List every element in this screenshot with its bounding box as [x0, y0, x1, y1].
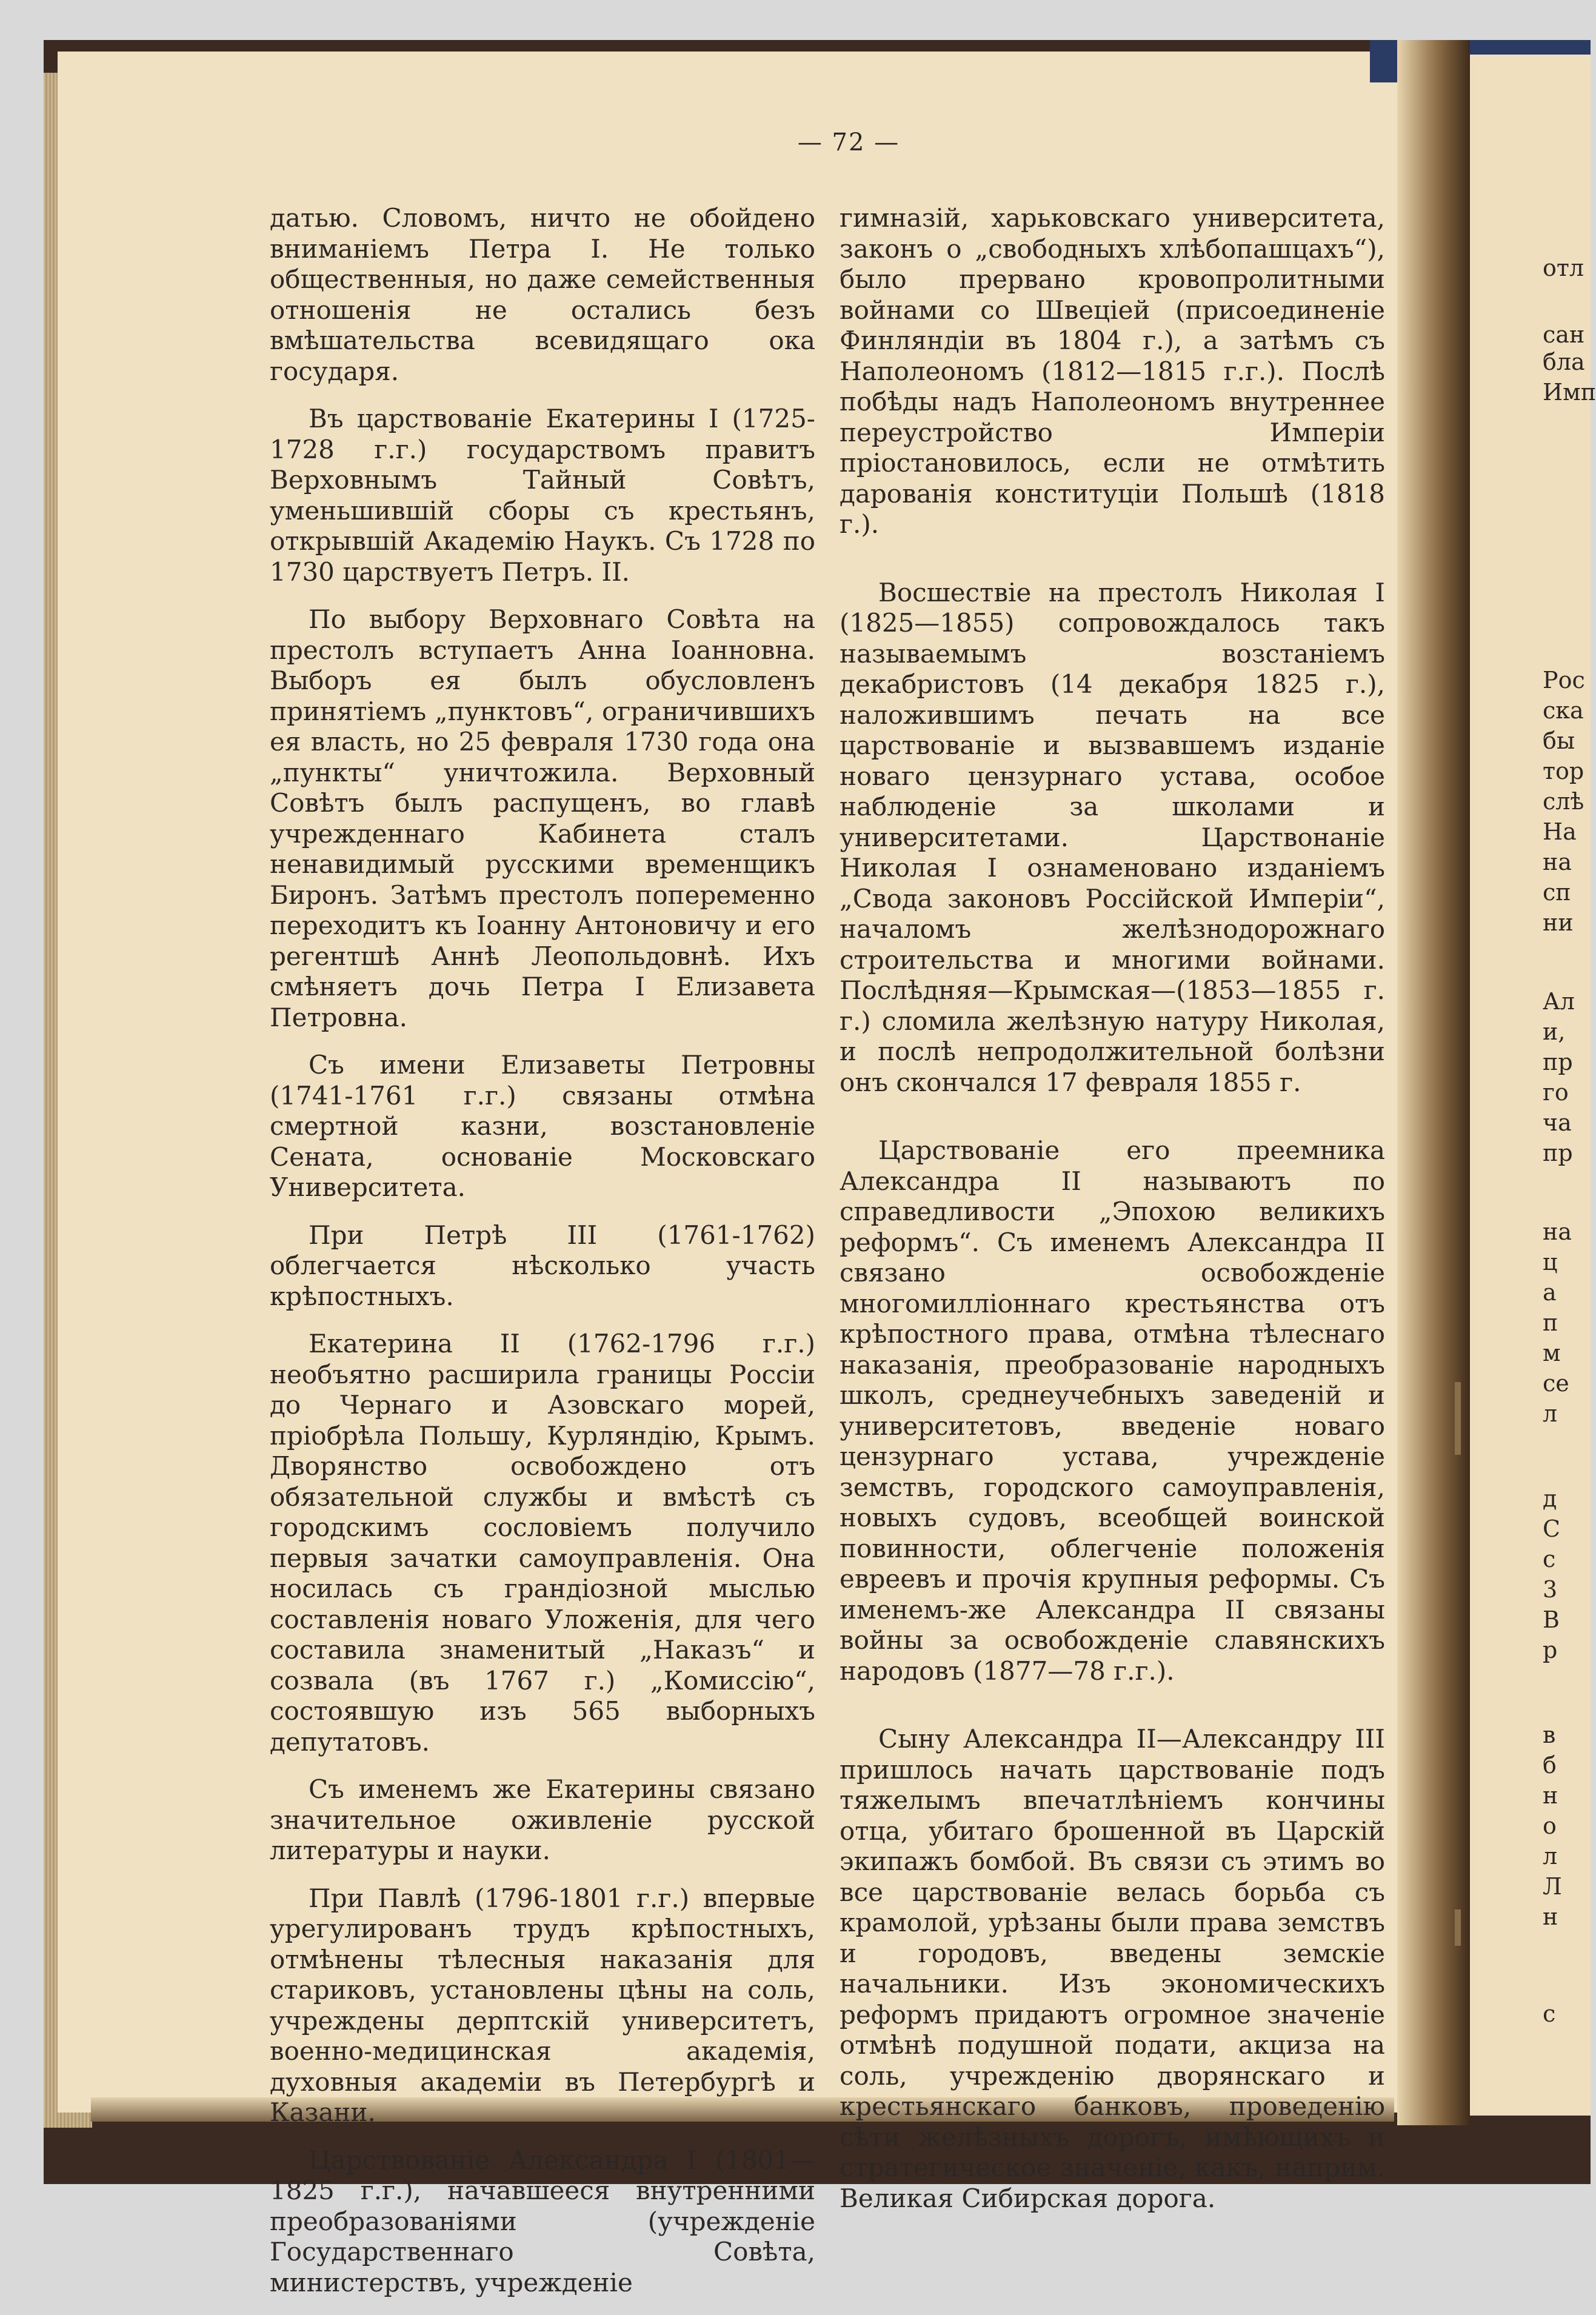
next-page-fragment: сп	[1543, 879, 1571, 906]
next-page-fragment: Л	[1543, 1873, 1562, 1900]
paragraph: Восшествіе на престолъ Николая I (1825—1855) сопровождалось такъ называемымъ возстаніемъ декабристовъ (14 декабря 1825 г.), наложившимъ печать на все царствованіе и вызвавшемъ изданіе новаго цензурнаго устава, особое наблюденіе за школами и университетами. Царствонаніе Николая I ознаменовано изданіемъ „Свода законовъ Россійской Имперіи“, началомъ желѣзнодорожнаго строительства и многими войнами. Послѣдняя—Крымская—(1853—1855 г. г.) сломила желѣзную натуру Николая, и послѣ непродолжительной болѣзни онъ скончался 17 февраля 1855 г.	[840, 577, 1385, 1097]
next-page-fragment: и,	[1543, 1018, 1566, 1045]
next-page-fragment: ц	[1543, 1249, 1558, 1275]
next-page-fragment: ска	[1543, 697, 1584, 724]
next-page-fragment: бы	[1543, 727, 1575, 754]
right-column	[840, 203, 1385, 2231]
next-page-fragment: м	[1543, 1340, 1561, 1366]
next-page-fragment: пр	[1543, 1140, 1573, 1166]
paragraph: датью. Словомъ, ничто не обойдено вниманіемъ Петра I. Не только общественныя, но даже семейственныя отношенія не остались безъ вмѣшательства всевидящаго ока государя.	[270, 203, 815, 386]
margin-mark	[1455, 1909, 1461, 1946]
page-number: — 72 —	[797, 129, 900, 156]
paragraph: Царствованіе Александра I (1801—1825 г.г.), начавшееся внутренними преобразованіями (учрежденіе Государственнаго Совѣта, министерствъ, учрежденіе	[270, 2145, 815, 2297]
next-page-fragment: с	[1543, 2000, 1556, 2027]
next-page-fragment: сан	[1543, 321, 1585, 348]
paragraph: Сыну Александра II—Александру III пришлось начать царствованіе подъ тяжелымъ впечатлѣніемъ кончины отца, убитаго брошенной въ Царскій экипажъ бомбой. Въ связи съ этимъ во все царствованіе велась борьба съ крамолой, урѣзаны были права земствъ и городовъ, введены земскіе начальники. Изъ экономическихъ реформъ придаютъ огромное значеніе отмѣнѣ подушной подати, акциза на соль, учрежденію дворянскаго и крестьянскаго банковъ, проведенію сѣти желѣзныхъ дорогъ, имѣющихъ и стратегическое значеніе, какъ, наприм. Великая Сибирская дорога.	[840, 1724, 1385, 2213]
paragraph: гимназій, харьковскаго университета, законъ о „свободныхъ хлѣбопашцахъ“), было прервано кровопролитными войнами со Швеціей (присоединеніе Финляндіи въ 1804 г.), а затѣмъ съ Наполеономъ (1812—1815 г.г.). Послѣ побѣды надъ Наполеономъ внутреннее переустройство Имперіи пріостановилось, если не отмѣтить дарованія конституціи Польшѣ (1818 г.).	[840, 203, 1385, 539]
next-page-fragment: л	[1543, 1843, 1558, 1869]
next-page-fragment: б	[1543, 1752, 1557, 1779]
book-gutter	[1397, 40, 1470, 2125]
next-page-fragment: отл	[1543, 255, 1584, 281]
next-page-fragment: го	[1543, 1079, 1569, 1106]
next-page-fragment: Имп	[1543, 379, 1596, 406]
paragraph: По выбору Верховнаго Совѣта на престолъ вступаетъ Анна Іоанновна. Выборъ ея былъ обусловленъ принятіемъ „пунктовъ“, ограничившихъ ея власть, но 25 февраля 1730 года она „пункты“ уничтожила. Верховный Совѣтъ былъ распущенъ, во главѣ учрежденнаго Кабинета сталъ ненавидимый русскими временщикъ Биронъ. Затѣмъ престолъ попеременно переходитъ къ Іоанну Антоновичу и его регентшѣ Аннѣ Леопольдовнѣ. Ихъ смѣняетъ дочь Петра I Елизавета Петровна.	[270, 604, 815, 1032]
next-page-fragment: В	[1543, 1606, 1560, 1633]
left-column	[270, 203, 815, 2315]
next-page-fragment: л	[1543, 1400, 1558, 1427]
paragraph: Въ царствованіе Екатерины I (1725-1728 г.г.) государствомъ правитъ Верховнымъ Тайный Совѣтъ, уменьшившій сборы съ крестьянъ, открывшій Академію Наукъ. Съ 1728 по 1730 царствуетъ Петръ. II.	[270, 404, 815, 587]
next-page-fragment: ни	[1543, 909, 1574, 936]
next-page-fragment: п	[1543, 1309, 1558, 1336]
next-page-fragment: слѣ	[1543, 788, 1584, 815]
next-page-fragment: Рос	[1543, 667, 1585, 693]
next-page-fragment: се	[1543, 1370, 1569, 1397]
next-page-fragment: С	[1543, 1515, 1561, 1542]
paragraph: Екатерина II (1762-1796 г.г.) необъятно расширила границы Россіи до Чернаго и Азовскаго морей, пріобрѣла Польшу, Курляндію, Крымъ. Дворянство освобождено отъ обязательной службы и вмѣстѣ съ городскимъ сословіемъ получило первыя зачатки самоуправленія. Она носилась съ грандіозной мыслью составленія новаго Уложенія, для чего составила знаменитый „Наказъ“ и созвала (въ 1767 г.) „Комиссію“, состоявшую изъ 565 выборныхъ депутатовъ.	[270, 1329, 815, 1757]
next-page-fragment: пр	[1543, 1049, 1573, 1075]
next-page-fragment: На	[1543, 818, 1577, 845]
next-page-fragment: в	[1543, 1722, 1556, 1748]
next-page-fragment: д	[1543, 1485, 1557, 1512]
paragraph: При Петрѣ III (1761-1762) облегчается нѣсколько участь крѣпостныхъ.	[270, 1220, 815, 1311]
paragraph: Съ именемъ же Екатерины связано значительное оживленіе русской литературы и науки.	[270, 1774, 815, 1865]
next-page-fragment: на	[1543, 1218, 1572, 1245]
paragraph: Царствованіе его преемника Александра II называютъ по справедливости „Эпохою великихъ реформъ“. Съ именемъ Александра II связано освобожденіе многомилліоннаго крестьянства отъ крѣпостного права, отмѣна тѣлеснаго наказанія, преобразованіе народныхъ школъ, среднеучебныхъ заведеній и университетовъ, введеніе новаго цензурнаго устава, учрежденіе земствъ, городского самоуправленія, новыхъ судовъ, всеобщей воинской повинности, облегченіе положенія евреевъ и прочія крупныя реформы. Съ именемъ-же Александра II связаны войны за освобожденіе славянскихъ народовъ (1877—78 г.г.).	[840, 1135, 1385, 1686]
next-page-fragment: Ал	[1543, 988, 1575, 1015]
margin-mark	[1455, 1382, 1461, 1455]
paragraph: При Павлѣ (1796-1801 г.г.) впервые урегулированъ трудъ крѣпостныхъ, отмѣнены тѣлесныя наказанія для стариковъ, установлены цѣны на соль, учреждены дерптскій университетъ, военно-медицинская академія, духовныя академіи въ Петербургѣ и Казани.	[270, 1883, 815, 2127]
next-page-fragment: с	[1543, 1546, 1556, 1572]
next-page-fragment: бла	[1543, 349, 1585, 375]
next-page-fragment: 3	[1543, 1576, 1558, 1603]
next-page-fragment: о	[1543, 1812, 1557, 1839]
paragraph: Съ имени Елизаветы Петровны (1741-1761 г.г.) связаны отмѣна смертной казни, возстановленіе Сената, основаніе Московскаго Университета.	[270, 1050, 815, 1202]
next-page-fragment: ча	[1543, 1109, 1572, 1136]
next-page-fragment: а	[1543, 1279, 1557, 1306]
next-page-fragment: тор	[1543, 758, 1584, 784]
next-page-fragment: р	[1543, 1637, 1558, 1663]
next-page-fragment: н	[1543, 1782, 1558, 1809]
next-page-fragment: на	[1543, 849, 1572, 875]
next-page-fragment: н	[1543, 1903, 1558, 1930]
